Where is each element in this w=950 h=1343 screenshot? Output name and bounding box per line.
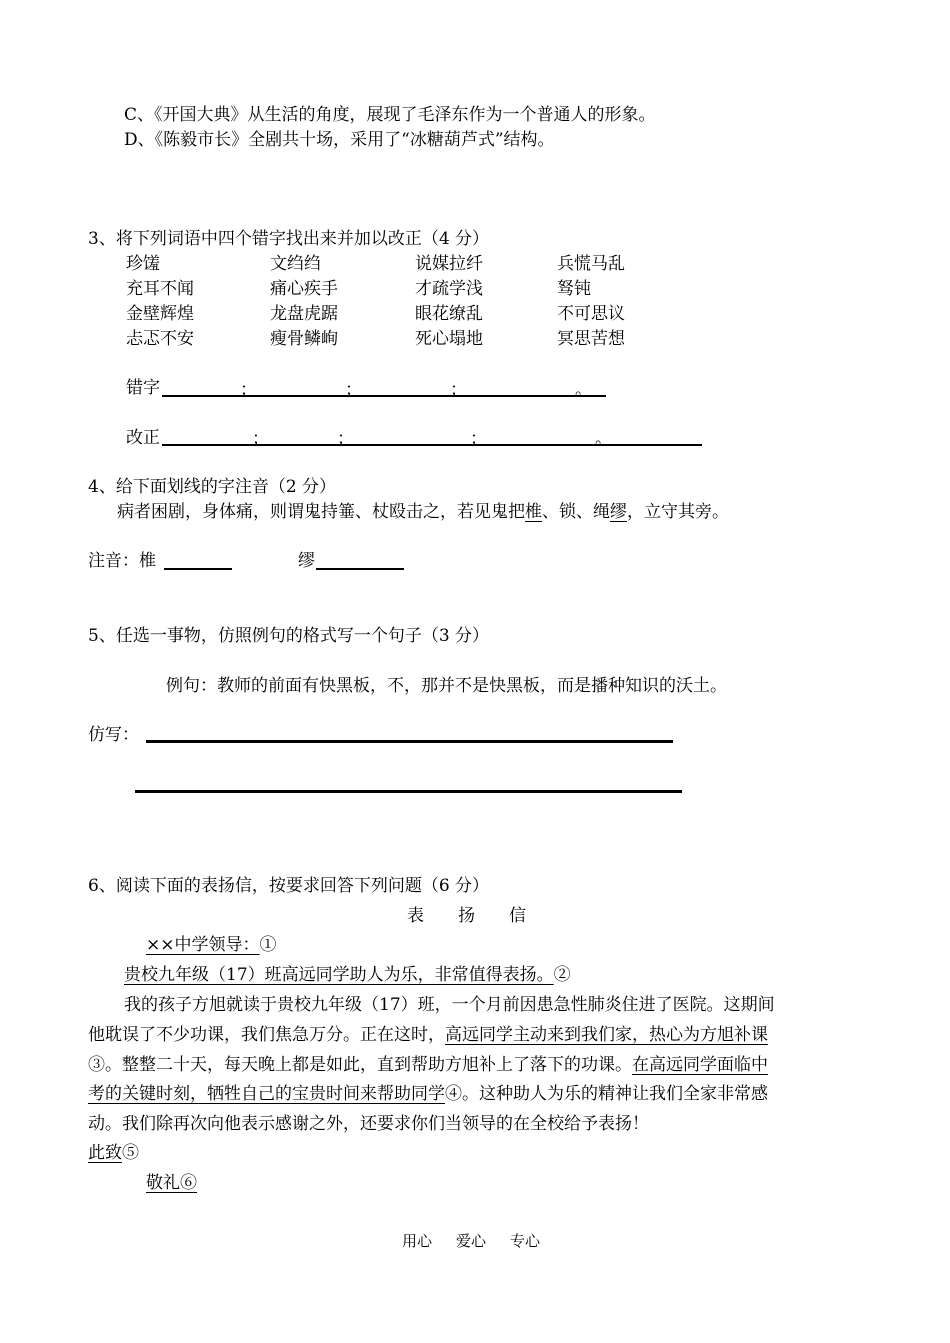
option-d: D、《陈毅市长》全剧共十场，采用了“冰糖葫芦式”结构。	[124, 130, 555, 150]
closing-text: 此致	[88, 1143, 122, 1163]
pinyin-blank-1[interactable]	[164, 568, 232, 570]
body-text: 。整整二十天，每天晚上都是如此，直到帮助方旭补上了落下的功课。	[105, 1055, 632, 1075]
word: 瘦骨鳞峋	[270, 329, 338, 349]
letter-body-line: 我的孩子方旭就读于贵校九年级（17）班，一个月前因患急性肺炎住进了医院。这期间	[124, 995, 775, 1015]
underlined-char: 椎	[525, 502, 542, 522]
corrections-row	[126, 427, 160, 449]
circle-mark: ④	[445, 1084, 462, 1104]
word: 兵慌马乱	[557, 254, 625, 274]
footer-text: 用心	[402, 1232, 433, 1250]
error-chars-row	[126, 377, 160, 399]
sentence-text: ，立守其旁。	[627, 502, 729, 522]
question-5-title: 5、任选一事物，仿照例句的格式写一个句子（3 分）	[88, 626, 490, 646]
imitate-blank-1[interactable]	[146, 740, 673, 743]
semicolon: ；	[470, 429, 487, 449]
question-4-sentence	[117, 501, 729, 523]
question-4-title: 4、给下面划线的字注音（2 分）	[88, 477, 337, 497]
word: 痛心疾手	[270, 279, 338, 299]
underlined-text: 在高远同学面临中	[632, 1055, 768, 1075]
word: 金壁辉煌	[126, 304, 194, 324]
letter-line-2	[124, 964, 571, 986]
footer-text: 爱心	[456, 1232, 487, 1250]
semicolon: ；	[252, 429, 269, 449]
pinyin-char2-label: 缪	[298, 551, 315, 571]
word: 眼花缭乱	[415, 304, 483, 324]
circle-mark: ②	[553, 965, 571, 985]
letter-body-line	[88, 1054, 768, 1076]
circle-mark: ③	[88, 1055, 105, 1075]
period: 。	[595, 429, 612, 449]
word: 充耳不闻	[126, 279, 194, 299]
underlined-text: 考的关键时刻，牺牲自己的宝贵时间来帮助同学	[88, 1084, 445, 1104]
word: 文绉绉	[270, 254, 321, 274]
circle-mark: ①	[259, 935, 277, 955]
letter-title: 表 扬 信	[407, 906, 526, 926]
sentence-text: 病者困剧，身体痛，则谓鬼持箠、杖殴击之，若见鬼把	[117, 502, 525, 522]
period: 。	[575, 380, 592, 400]
sentence-text: 、锁、绳	[542, 502, 610, 522]
letter-closing-2	[146, 1172, 197, 1194]
letter-closing-1	[88, 1142, 139, 1164]
imitate-blank-2[interactable]	[135, 790, 682, 793]
example-sentence: 例句：教师的前面有快黑板，不，那并不是快黑板，而是播种知识的沃土。	[166, 676, 727, 696]
imitate-label: 仿写：	[88, 725, 139, 745]
circle-mark: ⑥	[180, 1173, 197, 1193]
semicolon: ；	[240, 380, 257, 400]
letter-body-line: 动。我们除再次向他表示感谢之外，还要求你们当领导的在全校给予表扬！	[88, 1114, 649, 1134]
body-text: 他耽误了不少功课，我们焦急万分。正在这时，	[88, 1025, 445, 1045]
word: 说媒拉纤	[415, 254, 483, 274]
footer-text: 专心	[510, 1232, 541, 1250]
underlined-text: 贵校九年级（17）班高远同学助人为乐，非常值得表扬。	[124, 965, 554, 985]
word: 忐忑不安	[126, 329, 194, 349]
circle-mark: ⑤	[122, 1143, 139, 1163]
word: 龙盘虎踞	[270, 304, 338, 324]
option-c: C、《开国大典》从生活的角度，展现了毛泽东作为一个普通人的形象。	[124, 105, 656, 125]
letter-body-line	[88, 1083, 768, 1105]
letter-salutation	[146, 934, 277, 956]
question-3-title: 3、将下列词语中四个错字找出来并加以改正（4 分）	[88, 229, 490, 249]
corrections-blank[interactable]	[162, 444, 702, 446]
body-text: 。这种助人为乐的精神让我们全家非常感	[462, 1084, 768, 1104]
underlined-char: 缪	[610, 502, 627, 522]
corrections-label: 改正	[126, 428, 160, 448]
word: 冥思苦想	[557, 329, 625, 349]
pinyin-blank-2[interactable]	[316, 568, 404, 570]
semicolon: ；	[337, 429, 354, 449]
underlined-text: 高远同学主动来到我们家，热心为方旭补课	[445, 1025, 768, 1045]
word: 驽钝	[557, 279, 591, 299]
error-chars-blank[interactable]	[162, 395, 606, 397]
semicolon: ；	[345, 380, 362, 400]
word: 珍馐	[126, 254, 160, 274]
error-chars-label: 错字	[126, 378, 160, 398]
pinyin-label: 注音：椎	[88, 551, 156, 571]
word: 才疏学浅	[415, 279, 483, 299]
salutation-text: ××中学领导：	[146, 935, 260, 955]
word: 不可思议	[557, 304, 625, 324]
page-footer	[390, 1231, 552, 1251]
word: 死心塌地	[415, 329, 483, 349]
pinyin-row	[88, 550, 156, 572]
semicolon: ；	[450, 380, 467, 400]
letter-body-line	[88, 1024, 768, 1046]
question-6-title: 6、阅读下面的表扬信，按要求回答下列问题（6 分）	[88, 876, 490, 896]
closing-text: 敬礼	[146, 1173, 180, 1193]
